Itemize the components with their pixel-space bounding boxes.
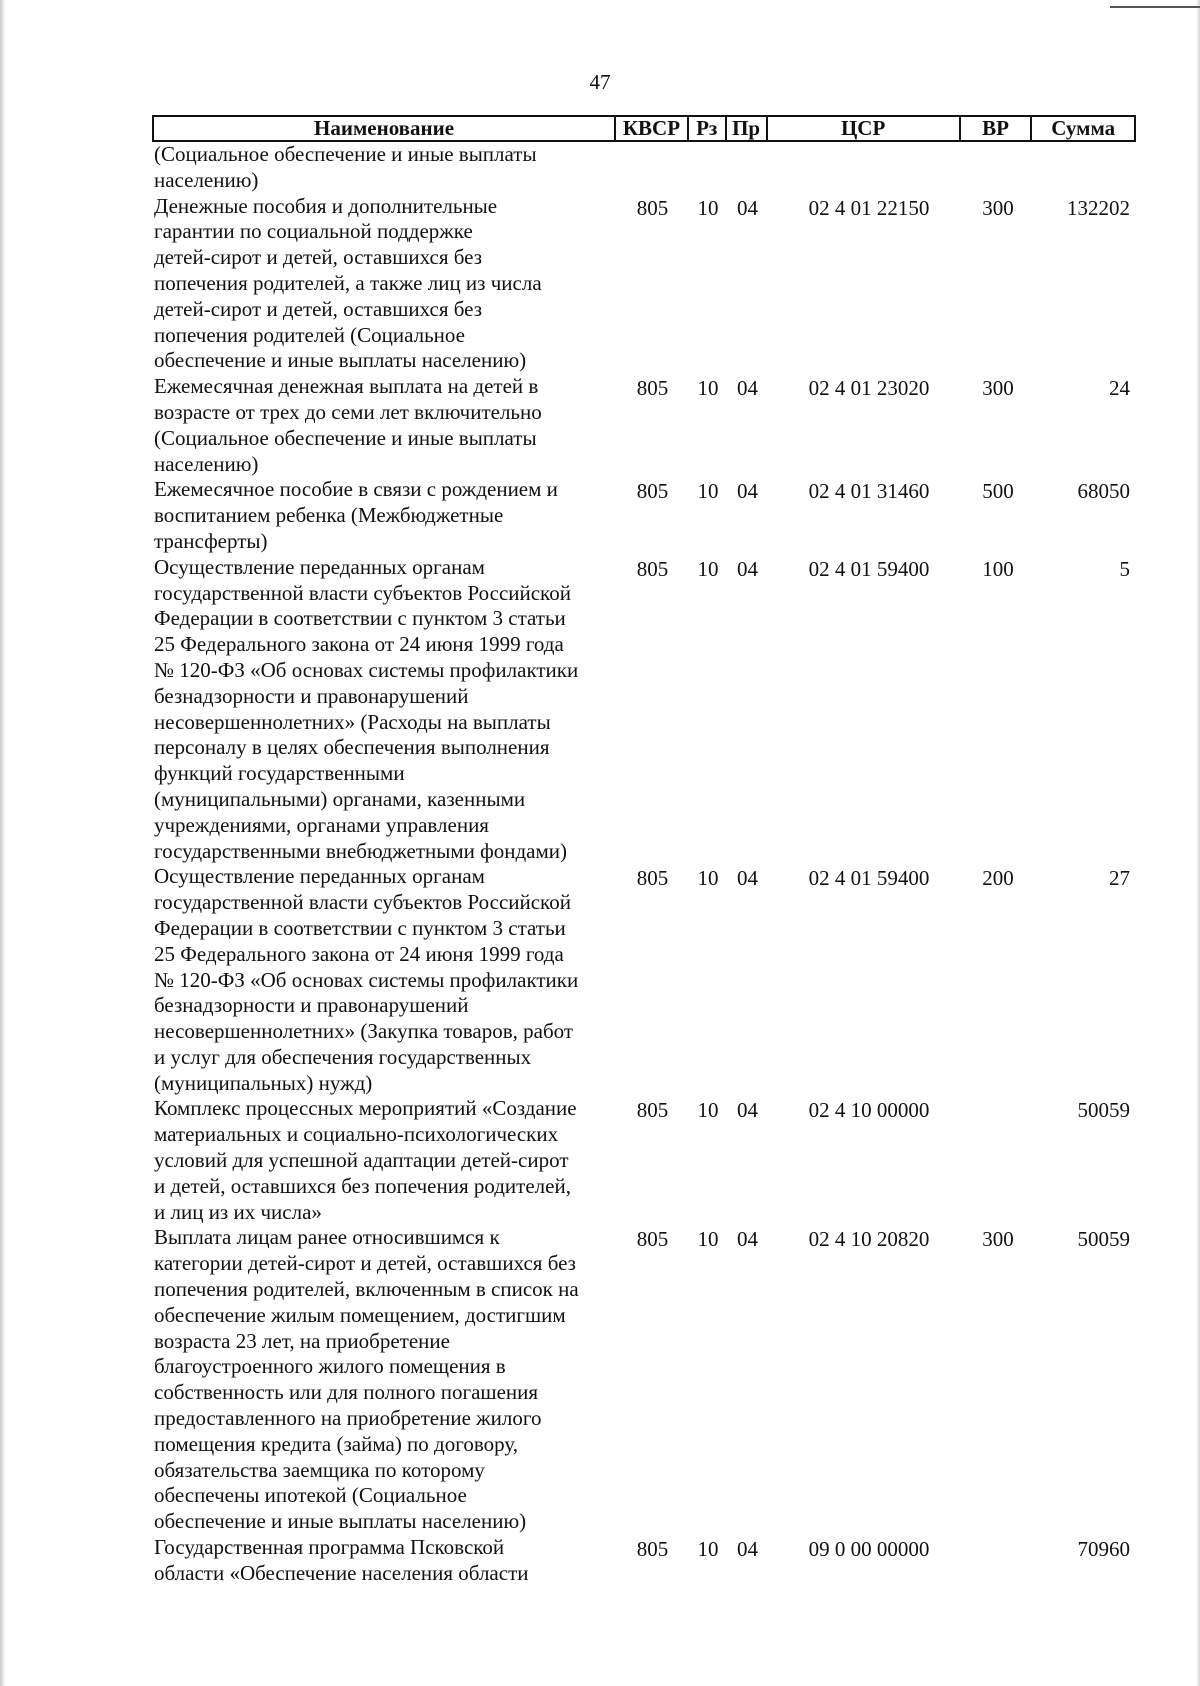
table-row bbox=[152, 374, 1136, 477]
row-kvsr: 805 bbox=[636, 1537, 669, 1562]
row-name-line: и услуг для обеспечения государственных bbox=[154, 1044, 532, 1069]
row-name-line: учреждениями, органами управления bbox=[154, 812, 489, 837]
scan-edge-right bbox=[1196, 0, 1200, 1686]
row-name-line: категории детей-сирот и детей, оставшихся без bbox=[154, 1251, 576, 1276]
row-name-line: материальных и социально-психологических bbox=[154, 1122, 559, 1147]
row-kvsr: 805 bbox=[636, 866, 669, 891]
row-csr: 02 4 10 00000 bbox=[808, 1098, 930, 1123]
row-name-line: детей-сирот и детей, оставшихся без bbox=[154, 245, 483, 270]
row-kvsr: 805 bbox=[636, 195, 669, 220]
row-pr bbox=[727, 142, 768, 144]
row-name-line: условий для успешной адаптации детей-сирот bbox=[154, 1148, 569, 1173]
row-name bbox=[152, 1225, 616, 1535]
row-pr: 04 bbox=[737, 1537, 758, 1562]
row-name-line: № 120-ФЗ «Об основах системы профилактики bbox=[154, 967, 579, 992]
row-name-line: Государственная программа Псковской bbox=[154, 1535, 505, 1560]
row-name-line: безнадзорности и правонарушений bbox=[154, 683, 469, 708]
row-name-line: (муниципальных) нужд) bbox=[154, 1070, 373, 1095]
row-vr: 100 bbox=[982, 556, 1014, 581]
row-rz bbox=[689, 142, 727, 144]
table-row bbox=[152, 555, 1136, 865]
table-body bbox=[152, 142, 1136, 1587]
row-name bbox=[152, 477, 616, 554]
row-kvsr: 805 bbox=[636, 1227, 669, 1252]
row-name-line: несовершеннолетних» (Закупка товаров, работ bbox=[154, 1019, 574, 1044]
row-sum: 132202 bbox=[1067, 195, 1130, 220]
row-name-line: Осуществление переданных органам bbox=[154, 554, 485, 579]
row-name-line: помещения кредита (займа) по договору, bbox=[154, 1431, 518, 1456]
row-name-line: государственной власти субъектов Российской bbox=[154, 890, 571, 915]
row-csr: 02 4 01 23020 bbox=[808, 376, 930, 401]
row-name-line: Выплата лицам ранее относившимся к bbox=[154, 1225, 500, 1250]
table-row bbox=[152, 1535, 1136, 1587]
row-name-line: 25 Федерального закона от 24 июня 1999 года bbox=[154, 941, 564, 966]
row-kvsr: 805 bbox=[636, 376, 669, 401]
row-kvsr: 805 bbox=[636, 479, 669, 504]
row-name-line: обеспечение и иные выплаты населению) bbox=[154, 348, 527, 373]
row-rz: 10 bbox=[697, 866, 719, 891]
row-name-line: 25 Федерального закона от 24 июня 1999 года bbox=[154, 632, 564, 657]
table-row bbox=[152, 864, 1136, 1096]
scan-top-line bbox=[1110, 6, 1200, 8]
table-row bbox=[152, 477, 1136, 554]
row-vr bbox=[962, 1096, 1034, 1098]
row-sum: 70960 bbox=[1077, 1537, 1130, 1562]
row-name-line: государственными внебюджетными фондами) bbox=[154, 838, 568, 863]
row-name bbox=[152, 555, 616, 865]
row-name-line: обеспечены ипотекой (Социальное bbox=[154, 1483, 467, 1508]
table-row bbox=[152, 194, 1136, 375]
row-rz: 10 bbox=[697, 195, 719, 220]
row-name-line: попечения родителей, а также лиц из числа bbox=[154, 270, 542, 295]
row-name bbox=[152, 1096, 616, 1225]
row-name-line: обязательства заемщика по которому bbox=[154, 1457, 485, 1482]
row-name-line: Ежемесячная денежная выплата на детей в bbox=[154, 374, 539, 399]
row-name-line: населению) bbox=[154, 451, 259, 476]
row-pr: 04 bbox=[737, 1098, 758, 1123]
row-name-line: государственной власти субъектов Российской bbox=[154, 580, 571, 605]
row-vr: 300 bbox=[982, 1227, 1014, 1252]
row-vr bbox=[962, 1535, 1034, 1537]
row-rz: 10 bbox=[697, 556, 719, 581]
row-csr: 09 0 00 00000 bbox=[808, 1537, 930, 1562]
row-name-line: Осуществление переданных органам bbox=[154, 864, 485, 889]
row-kvsr bbox=[616, 142, 689, 144]
row-rz: 10 bbox=[697, 376, 719, 401]
row-name bbox=[152, 864, 616, 1096]
budget-table bbox=[152, 115, 1136, 1587]
row-name-line: трансферты) bbox=[154, 528, 268, 553]
row-pr: 04 bbox=[737, 195, 758, 220]
row-name-line: (муниципальными) органами, казенными bbox=[154, 786, 526, 811]
row-pr: 04 bbox=[737, 556, 758, 581]
row-vr: 200 bbox=[982, 866, 1014, 891]
row-rz: 10 bbox=[697, 1537, 719, 1562]
row-name-line: гарантии по социальной поддержке bbox=[154, 219, 473, 244]
row-vr bbox=[962, 142, 1034, 144]
row-name-line: Денежные пособия и дополнительные bbox=[154, 193, 498, 218]
row-pr: 04 bbox=[737, 1227, 758, 1252]
row-sum: 27 bbox=[1109, 866, 1130, 891]
table-row bbox=[152, 1225, 1136, 1535]
row-csr: 02 4 01 59400 bbox=[808, 866, 930, 891]
row-name-line: обеспечение и иные выплаты населению) bbox=[154, 1509, 527, 1534]
row-name-line: возраста 23 лет, на приобретение bbox=[154, 1328, 450, 1353]
header-csr: ЦСР bbox=[768, 117, 961, 140]
row-csr: 02 4 10 20820 bbox=[808, 1227, 930, 1252]
header-sum: Сумма bbox=[1051, 117, 1116, 140]
row-sum: 5 bbox=[1119, 556, 1130, 581]
row-kvsr: 805 bbox=[636, 1098, 669, 1123]
header-vr: ВР bbox=[961, 117, 1033, 140]
row-pr: 04 bbox=[737, 376, 758, 401]
header-name: Наименование bbox=[154, 117, 616, 140]
row-name-line: детей-сирот и детей, оставшихся без bbox=[154, 296, 483, 321]
row-name-line: и детей, оставшихся без попечения родителей, bbox=[154, 1173, 571, 1198]
table-row bbox=[152, 142, 1136, 194]
row-name bbox=[152, 374, 616, 477]
row-sum: 68050 bbox=[1077, 479, 1130, 504]
table-header bbox=[152, 115, 1136, 142]
row-name-line: воспитанием ребенка (Межбюджетные bbox=[154, 503, 504, 528]
row-name-line: и лиц из их числа» bbox=[154, 1199, 322, 1224]
row-pr: 04 bbox=[737, 866, 758, 891]
row-name-line: № 120-ФЗ «Об основах системы профилактики bbox=[154, 657, 579, 682]
row-name bbox=[152, 194, 616, 375]
row-name bbox=[152, 1535, 616, 1587]
header-rz: Рз bbox=[689, 117, 727, 140]
row-name-line: Федерации в соответствии с пунктом 3 статьи bbox=[154, 606, 566, 631]
row-name-line: возрасте от трех до семи лет включительно bbox=[154, 399, 542, 424]
row-name-line: обеспечение жилым помещением, достигшим bbox=[154, 1302, 566, 1327]
row-sum: 50059 bbox=[1077, 1098, 1130, 1123]
row-vr: 300 bbox=[982, 195, 1014, 220]
row-name-line: (Социальное обеспечение и иные выплаты bbox=[154, 425, 537, 450]
row-name-line: области «Обеспечение населения области bbox=[154, 1560, 529, 1585]
row-name-line: Ежемесячное пособие в связи с рождением и bbox=[154, 477, 558, 502]
row-csr: 02 4 01 59400 bbox=[808, 556, 930, 581]
row-name-line: попечения родителей, включенным в список на bbox=[154, 1277, 579, 1302]
page-number: 47 bbox=[589, 70, 611, 94]
row-rz: 10 bbox=[697, 479, 719, 504]
row-name-line: безнадзорности и правонарушений bbox=[154, 993, 469, 1018]
row-rz: 10 bbox=[697, 1227, 719, 1252]
row-name-line: Федерации в соответствии с пунктом 3 статьи bbox=[154, 915, 566, 940]
row-sum bbox=[1034, 142, 1136, 144]
row-name-line: предоставленного на приобретение жилого bbox=[154, 1406, 542, 1431]
row-vr: 300 bbox=[982, 376, 1014, 401]
row-kvsr: 805 bbox=[636, 556, 669, 581]
scan-edge-left bbox=[0, 0, 6, 1686]
row-name-line: функций государственными bbox=[154, 761, 405, 786]
row-csr: 02 4 01 22150 bbox=[808, 195, 930, 220]
header-pr: Пр bbox=[727, 117, 768, 140]
row-name bbox=[152, 142, 616, 194]
row-csr bbox=[768, 142, 962, 144]
row-rz: 10 bbox=[697, 1098, 719, 1123]
row-name-line: несовершеннолетних» (Расходы на выплаты bbox=[154, 709, 551, 734]
row-name-line: собственность или для полного погашения bbox=[154, 1380, 539, 1405]
row-csr: 02 4 01 31460 bbox=[808, 479, 930, 504]
row-sum: 50059 bbox=[1077, 1227, 1130, 1252]
header-kvsr: КВСР bbox=[616, 117, 689, 140]
row-name-line: населению) bbox=[154, 167, 259, 192]
row-pr: 04 bbox=[737, 479, 758, 504]
table-row bbox=[152, 1096, 1136, 1225]
row-name-line: персоналу в целях обеспечения выполнения bbox=[154, 735, 550, 760]
row-name-line: попечения родителей (Социальное bbox=[154, 322, 466, 347]
row-name-line: (Социальное обеспечение и иные выплаты bbox=[154, 142, 537, 166]
row-name-line: благоустроенного жилого помещения в bbox=[154, 1354, 506, 1379]
row-name-line: Комплекс процессных мероприятий «Создание bbox=[154, 1096, 577, 1121]
row-vr: 500 bbox=[982, 479, 1014, 504]
row-sum: 24 bbox=[1109, 376, 1130, 401]
